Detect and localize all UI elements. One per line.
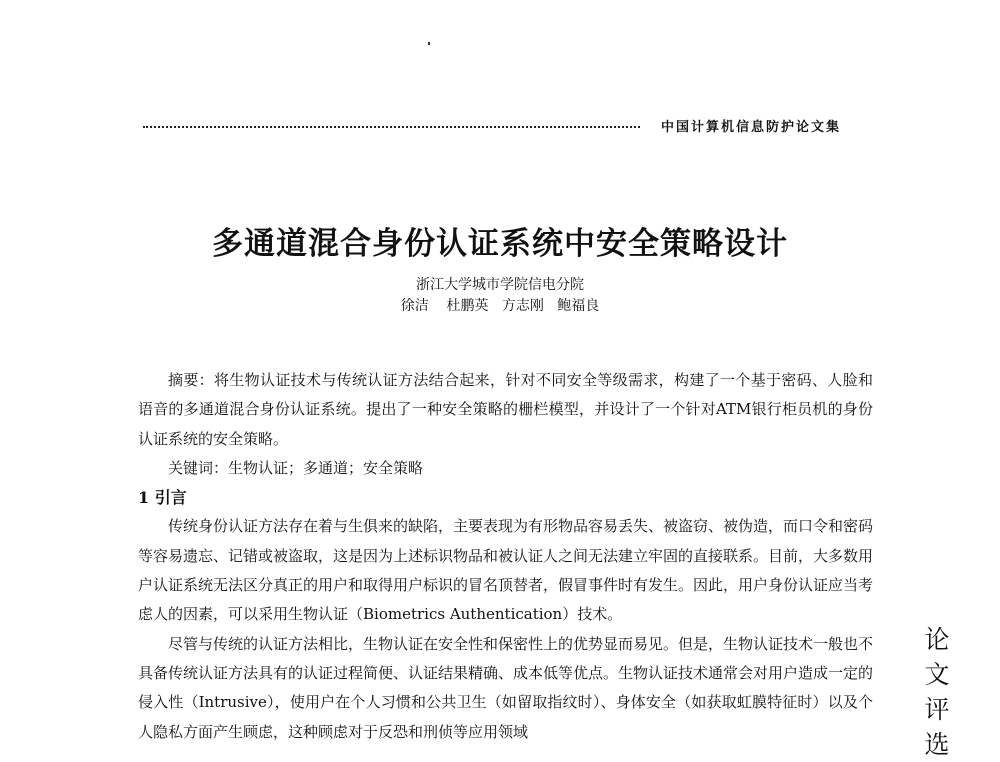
abstract-text: 将生物认证技术与传统认证方法结合起来，针对不同安全等级需求，构建了一个基于密码、人脸和语音的多通道混合身份认证系统。提出了一种安全策略的栅栏模型，并设计了一个针对ATM银行柜员机的身份认证系统的安全策略。: [138, 371, 873, 448]
author-list: 徐洁 杜鹏英 方志刚 鲍福良: [400, 298, 600, 314]
section-sidebar-label: [922, 622, 952, 762]
sidebar-char: 论: [924, 625, 950, 654]
paper-title: 多通道混合身份认证系统中安全策略设计: [212, 226, 788, 262]
header-dotted-rule: [143, 126, 640, 128]
journal-header: 中国计算机信息防护论文集: [661, 120, 842, 135]
section-heading-introduction: 1 引言: [138, 488, 187, 508]
paper-body: [138, 366, 873, 747]
introduction-paragraph-2: 尽管与传统的认证方法相比，生物认证在安全性和保密性上的优势显而易见。但是，生物认证技术一般也不具备传统认证方法具有的认证过程简便、认证结果精确、成本低等优点。生物认证技术通常会对用户造成一定的侵入性（Intrusive），使用户在个人习惯和公共卫生（如留取指纹时）、身体安全（如获取虹膜特征时）以及个人隐私方面产生顾虑，这种顾虑对于反恐和刑侦等应用领域: [138, 634, 874, 741]
introduction-paragraph-1: 传统身份认证方法存在着与生俱来的缺陷，主要表现为有形物品容易丢失、被盗窃、被伪造，而口令和密码等容易遗忘、记错或被盗取，这是因为上述标识物品和被认证人之间无法建立牢固的直接联系。目前，大多数用户认证系统无法区分真正的用户和取得用户标识的冒名顶替者，假冒事件时有发生。因此，用户身份认证应当考虑人的因素，可以采用生物认证（Biometrics Authentication）技术。: [138, 517, 874, 624]
keywords: [138, 454, 873, 483]
abstract: [138, 366, 873, 454]
keywords-text: 生物认证；多通道；安全策略: [228, 458, 424, 477]
scan-speck: [428, 42, 430, 45]
keywords-label: 关键词：: [168, 458, 229, 477]
sidebar-char: 选: [924, 730, 950, 759]
author-affiliation: 浙江大学城市学院信电分院: [416, 277, 584, 293]
abstract-label: 摘要：: [168, 371, 214, 389]
sidebar-char: 评: [924, 695, 950, 724]
sidebar-char: 文: [924, 660, 950, 689]
